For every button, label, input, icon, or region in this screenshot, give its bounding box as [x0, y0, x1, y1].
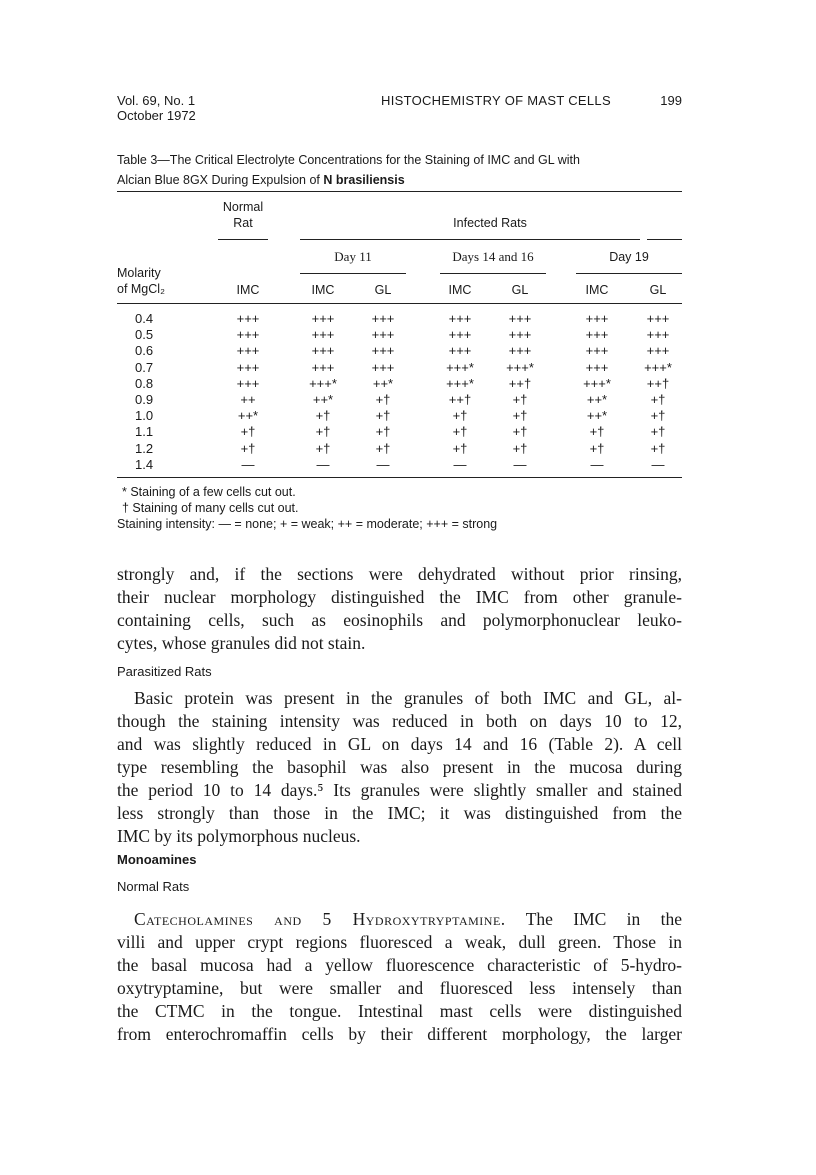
- staining-cell: —: [651, 456, 665, 472]
- staining-cell: +++: [371, 359, 395, 375]
- molarity-cell: 0.7: [135, 359, 154, 375]
- paragraph-continued: strongly and, if the sections were dehydrated without prior rinsing, their nuclear morphology distinguished the IMC from other granule- containing cells, such as eosinophils and polymorphonuclear leuko- cytes, whose granules did not stain.: [117, 564, 682, 653]
- staining-cell: +++*: [446, 359, 474, 375]
- staining-cell: +++: [311, 343, 335, 359]
- staining-cell: +++: [236, 343, 260, 359]
- day11-rule: [300, 273, 406, 274]
- normal-rat-rule: [218, 239, 268, 240]
- table-caption-line1: Table 3—The Critical Electrolyte Concentrations for the Staining of IMC and GL with: [117, 153, 580, 167]
- staining-cell: +†: [240, 424, 256, 440]
- staining-cell: ++†: [646, 375, 670, 391]
- staining-cell: —: [316, 456, 330, 472]
- table-row: [117, 457, 682, 473]
- staining-cell: +++: [508, 311, 532, 326]
- table-row: [117, 424, 682, 440]
- col-label-day11-imc: IMC: [311, 283, 335, 297]
- heading-parasitized-rats: Parasitized Rats: [117, 664, 212, 679]
- col-label-day14-imc: IMC: [448, 283, 472, 297]
- col-label-normal-imc: IMC: [236, 283, 260, 297]
- header-days14-16: Days 14 and 16: [452, 249, 534, 264]
- paragraph-catecholamines: Catecholamines and 5 Hydroxytryptamine. The IMC in the villi and upper crypt regions fluoresced a weak, dull green. Those in the basal mucosa had a yellow fluorescence characteristic of 5-hydro- oxytryptamine, but were smaller and fluoresced less intensely than the CTMC in the tongue. Intestinal mast cells were distinguished from enterochromaffin cells by their different morphology, the larger: [117, 909, 682, 1044]
- staining-cell: +†: [650, 408, 666, 424]
- staining-cell: +++: [448, 327, 472, 343]
- staining-cell: ++: [240, 391, 256, 407]
- heading-normal-rats: Normal Rats: [117, 879, 190, 894]
- staining-cell: +++: [236, 327, 260, 343]
- col-label-day14-gl: GL: [511, 283, 529, 297]
- staining-cell: +++*: [446, 375, 474, 391]
- table-footnotes: [117, 484, 498, 532]
- staining-cell: +++: [371, 343, 395, 359]
- table-row: [117, 376, 682, 392]
- staining-cell: +++: [311, 359, 335, 375]
- staining-cell: +++*: [644, 359, 672, 375]
- staining-cell: +†: [650, 440, 666, 456]
- staining-cell: +++: [236, 359, 260, 375]
- staining-cell: +†: [512, 391, 528, 407]
- staining-cell: +†: [240, 440, 256, 456]
- staining-cell: +++: [371, 327, 395, 343]
- staining-cell: +†: [589, 440, 605, 456]
- staining-cell: +++: [585, 327, 609, 343]
- staining-cell: ++*: [586, 391, 608, 407]
- staining-cell: +†: [589, 424, 605, 440]
- day19-rule: [576, 273, 682, 274]
- staining-cell: +++: [236, 311, 260, 326]
- staining-cell: ++*: [372, 375, 394, 391]
- table-top-rule: [117, 191, 682, 192]
- header-day19: Day 19: [609, 250, 649, 264]
- staining-cell: +†: [512, 440, 528, 456]
- staining-cell: ++*: [586, 408, 608, 424]
- molarity-cell: 0.4: [135, 311, 154, 326]
- molarity-cell: 1.4: [135, 456, 154, 472]
- staining-cell: —: [376, 456, 390, 472]
- molarity-cell: 1.0: [135, 408, 154, 424]
- staining-cell: +†: [375, 424, 391, 440]
- staining-cell: +†: [512, 408, 528, 424]
- staining-cell: +++: [646, 311, 670, 326]
- journal-volume: Vol. 69, No. 1: [117, 93, 196, 108]
- staining-cell: +++: [585, 343, 609, 359]
- header-molarity: Molarity of MgCl₂: [117, 266, 165, 296]
- days14-16-rule: [440, 273, 546, 274]
- staining-cell: ++*: [237, 408, 259, 424]
- staining-cell: +++: [585, 311, 609, 326]
- molarity-cell: 1.2: [135, 440, 154, 456]
- molarity-cell: 0.5: [135, 327, 154, 343]
- page-number: 199: [660, 93, 682, 108]
- staining-cell: +++: [646, 327, 670, 343]
- col-label-day19-imc: IMC: [585, 283, 609, 297]
- staining-table-body: [117, 311, 682, 473]
- table-header-rule: [117, 303, 682, 304]
- staining-cell: +†: [315, 440, 331, 456]
- col-label-day19-gl: GL: [649, 283, 667, 297]
- staining-cell: +++: [371, 311, 395, 326]
- journal-date: October 1972: [117, 108, 196, 123]
- col-label-day11-gl: GL: [374, 283, 392, 297]
- header-infected-rats: Infected Rats: [453, 216, 527, 230]
- staining-cell: +†: [512, 424, 528, 440]
- staining-cell: +++: [311, 311, 335, 326]
- paragraph-parasitized: Basic protein was present in the granules of both IMC and GL, al- though the staining intensity was reduced in both on days 10 to 12, and was slightly reduced in GL on days 14 and 16 (Table 2). A cell type resembling the basophil was also present in the mucosa during the period 10 to 14 days.⁵ Its granules were slightly smaller and stained less strongly than those in the IMC; it was distinguished from the IMC by its polymorphous nucleus.: [117, 688, 682, 846]
- species-name: N brasiliensis: [323, 173, 405, 187]
- staining-cell: ++†: [448, 391, 472, 407]
- staining-cell: +++*: [309, 375, 337, 391]
- heading-monoamines: Monoamines: [117, 852, 197, 867]
- staining-cell: +++: [646, 343, 670, 359]
- staining-cell: +†: [650, 424, 666, 440]
- table-caption-line2: Alcian Blue 8GX During Expulsion of N brasiliensis: [117, 173, 405, 187]
- staining-cell: ++†: [508, 375, 532, 391]
- staining-cell: ++*: [312, 391, 334, 407]
- table-row: [117, 441, 682, 457]
- staining-cell: +†: [452, 440, 468, 456]
- running-title: HISTOCHEMISTRY OF MAST CELLS: [381, 93, 611, 108]
- table-caption: [117, 150, 682, 190]
- header-day11: Day 11: [334, 249, 372, 264]
- staining-cell: +†: [315, 408, 331, 424]
- staining-cell: +†: [650, 391, 666, 407]
- table-row: [117, 408, 682, 424]
- table-row: [117, 360, 682, 376]
- header-normal-rat: Normal Rat: [222, 200, 264, 230]
- footnote-asterisk: * Staining of a few cells cut out.: [122, 485, 296, 499]
- staining-cell: —: [453, 456, 467, 472]
- table-row: [117, 392, 682, 408]
- molarity-cell: 1.1: [135, 424, 154, 440]
- staining-cell: +†: [375, 440, 391, 456]
- staining-cell: —: [241, 456, 255, 472]
- molarity-cell: 0.6: [135, 343, 154, 359]
- table-bottom-rule: [117, 477, 682, 478]
- staining-cell: —: [590, 456, 604, 472]
- table-row: [117, 311, 682, 327]
- subsection-title: Catecholamines and 5 Hydroxytryptamine.: [134, 909, 506, 929]
- footnote-dagger: † Staining of many cells cut out.: [122, 501, 299, 515]
- staining-cell: +†: [452, 424, 468, 440]
- staining-cell: +++: [508, 327, 532, 343]
- staining-cell: +++*: [583, 375, 611, 391]
- staining-cell: —: [513, 456, 527, 472]
- infected-rats-rule-end: [647, 239, 682, 240]
- molarity-cell: 0.9: [135, 391, 154, 407]
- staining-cell: +†: [452, 408, 468, 424]
- molarity-cell: 0.8: [135, 375, 154, 391]
- staining-cell: +++*: [506, 359, 534, 375]
- staining-cell: +++: [448, 343, 472, 359]
- staining-cell: +++: [236, 375, 260, 391]
- staining-cell: +†: [375, 391, 391, 407]
- staining-cell: +++: [585, 359, 609, 375]
- staining-cell: +++: [508, 343, 532, 359]
- infected-rats-rule: [300, 239, 640, 240]
- table-row: [117, 327, 682, 343]
- staining-cell: +†: [375, 408, 391, 424]
- table-row: [117, 343, 682, 359]
- staining-cell: +++: [311, 327, 335, 343]
- staining-cell: +++: [448, 311, 472, 326]
- staining-cell: +†: [315, 424, 331, 440]
- footnote-intensity: Staining intensity: — = none; + = weak; ++ = moderate; +++ = strong: [117, 517, 498, 531]
